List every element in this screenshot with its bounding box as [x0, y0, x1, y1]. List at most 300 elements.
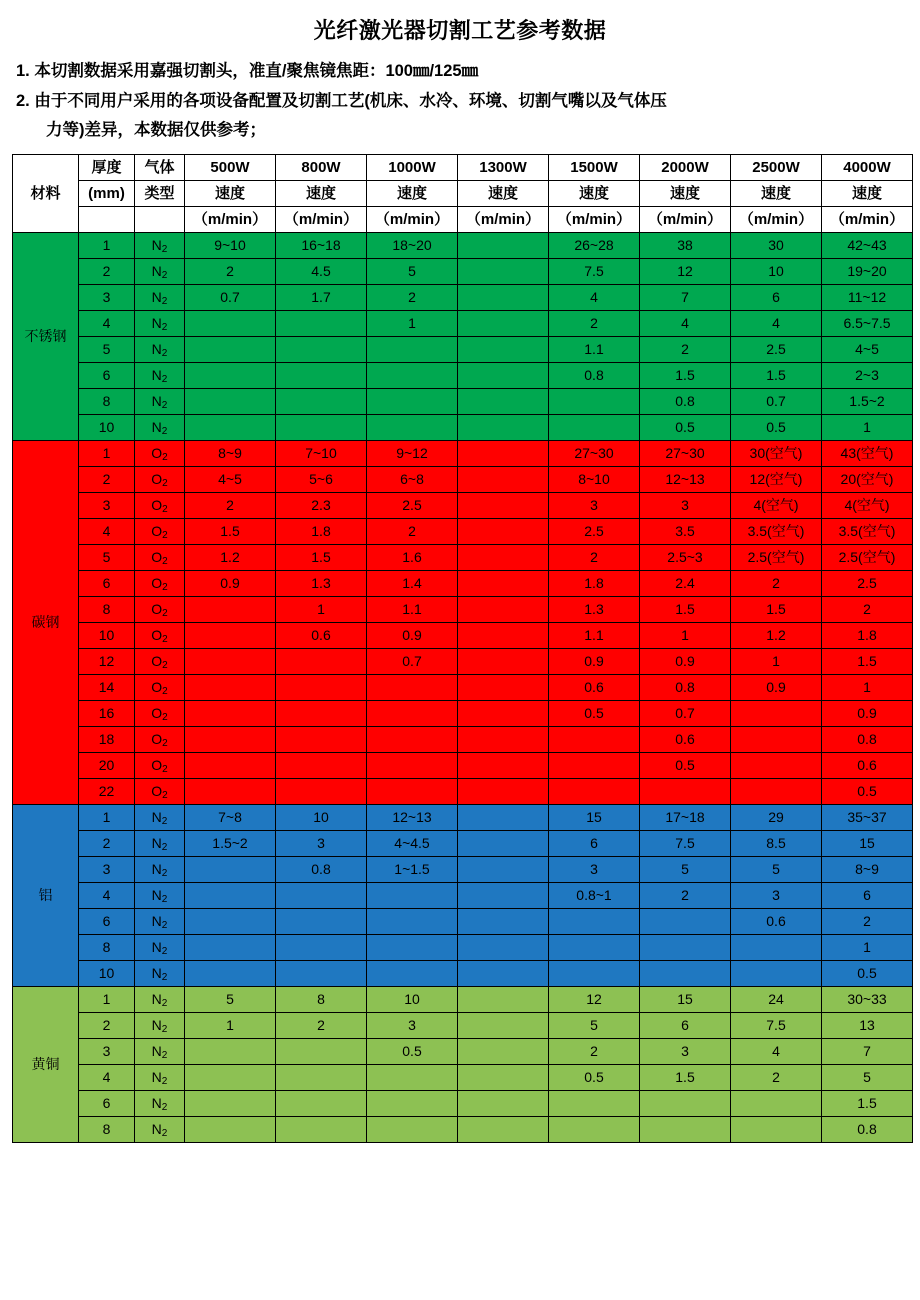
speed-cell — [185, 726, 276, 752]
gas-cell: $O_2$ — [135, 492, 185, 518]
speed-cell: 20(空气) — [822, 466, 913, 492]
table-row — [13, 466, 913, 492]
speed-cell — [549, 778, 640, 804]
speed-cell: 1~1.5 — [367, 856, 458, 882]
table-row — [13, 986, 913, 1012]
thickness-cell: 1 — [79, 986, 135, 1012]
speed-cell: 13 — [822, 1012, 913, 1038]
thickness-cell: 1 — [79, 232, 135, 258]
speed-cell — [276, 336, 367, 362]
speed-cell: 2~3 — [822, 362, 913, 388]
speed-cell — [185, 596, 276, 622]
gas-cell: $N_2$ — [135, 414, 185, 440]
speed-cell: 0.6 — [640, 726, 731, 752]
speed-cell: 3 — [640, 1038, 731, 1064]
speed-cell: 0.6 — [276, 622, 367, 648]
table-row — [13, 544, 913, 570]
gas-cell: $N_2$ — [135, 882, 185, 908]
speed-cell: 0.5 — [640, 414, 731, 440]
speed-cell — [549, 960, 640, 986]
speed-cell — [367, 700, 458, 726]
speed-cell — [185, 622, 276, 648]
thickness-cell: 14 — [79, 674, 135, 700]
speed-cell — [185, 388, 276, 414]
table-row — [13, 492, 913, 518]
speed-cell: 4 — [731, 1038, 822, 1064]
speed-cell: 9~10 — [185, 232, 276, 258]
speed-cell — [731, 934, 822, 960]
speed-cell — [458, 232, 549, 258]
table-row — [13, 752, 913, 778]
thickness-cell: 6 — [79, 362, 135, 388]
speed-cell: 2.5~3 — [640, 544, 731, 570]
speed-cell: 1 — [822, 414, 913, 440]
speed-cell: 2.5(空气) — [731, 544, 822, 570]
table-row — [13, 232, 913, 258]
speed-cell: 3 — [549, 492, 640, 518]
header-thickness-unit: (mm) — [79, 180, 135, 206]
speed-cell — [640, 908, 731, 934]
speed-cell — [367, 414, 458, 440]
speed-cell — [549, 1116, 640, 1142]
speed-cell: 7.5 — [549, 258, 640, 284]
speed-cell — [276, 1090, 367, 1116]
speed-cell — [731, 1090, 822, 1116]
header-gas-type: 类型 — [135, 180, 185, 206]
table-row — [13, 1038, 913, 1064]
speed-cell: 7 — [822, 1038, 913, 1064]
speed-cell: 1.7 — [276, 284, 367, 310]
speed-cell: 2 — [822, 596, 913, 622]
speed-cell — [367, 1064, 458, 1090]
thickness-cell: 4 — [79, 518, 135, 544]
note-1-text: 本切割数据采用嘉强切割头，准直/聚焦镜焦距：100㎜/125㎜ — [34, 62, 479, 80]
speed-cell — [458, 934, 549, 960]
speed-cell: 12~13 — [367, 804, 458, 830]
table-row — [13, 596, 913, 622]
speed-cell: 3 — [367, 1012, 458, 1038]
speed-cell: 12 — [549, 986, 640, 1012]
speed-cell — [458, 804, 549, 830]
speed-cell — [731, 726, 822, 752]
speed-cell: 3.5(空气) — [822, 518, 913, 544]
speed-cell — [731, 700, 822, 726]
thickness-cell: 6 — [79, 1090, 135, 1116]
speed-cell: 15 — [549, 804, 640, 830]
speed-cell — [367, 752, 458, 778]
speed-cell: 2 — [640, 336, 731, 362]
speed-cell: 4(空气) — [822, 492, 913, 518]
speed-cell: 1.2 — [185, 544, 276, 570]
speed-cell — [367, 1116, 458, 1142]
gas-cell: $N_2$ — [135, 336, 185, 362]
gas-cell: $N_2$ — [135, 856, 185, 882]
note-1 — [12, 59, 908, 85]
thickness-cell: 2 — [79, 466, 135, 492]
header-row-unit — [13, 206, 913, 232]
speed-cell: 8~10 — [549, 466, 640, 492]
speed-cell: 2.5(空气) — [822, 544, 913, 570]
table-row — [13, 778, 913, 804]
speed-cell: 2.5 — [822, 570, 913, 596]
speed-cell — [185, 1038, 276, 1064]
speed-cell: 1 — [822, 934, 913, 960]
speed-cell: 0.5 — [822, 960, 913, 986]
speed-cell — [367, 674, 458, 700]
thickness-cell: 4 — [79, 882, 135, 908]
speed-cell — [640, 960, 731, 986]
header-power-500w: 500W — [185, 154, 276, 180]
speed-cell — [458, 700, 549, 726]
table-row — [13, 700, 913, 726]
gas-cell: $N_2$ — [135, 1012, 185, 1038]
speed-cell: 0.8 — [276, 856, 367, 882]
thickness-cell: 6 — [79, 570, 135, 596]
speed-cell: 12(空气) — [731, 466, 822, 492]
speed-cell: 12~13 — [640, 466, 731, 492]
table-row — [13, 570, 913, 596]
speed-cell — [458, 830, 549, 856]
speed-cell — [549, 934, 640, 960]
speed-cell: 6 — [822, 882, 913, 908]
table-row — [13, 388, 913, 414]
speed-cell — [276, 1038, 367, 1064]
speed-cell: 5 — [731, 856, 822, 882]
speed-cell: 2 — [549, 1038, 640, 1064]
speed-cell: 7~10 — [276, 440, 367, 466]
speed-cell — [276, 388, 367, 414]
speed-cell: 1.5 — [276, 544, 367, 570]
speed-cell: 0.5 — [367, 1038, 458, 1064]
thickness-cell: 6 — [79, 908, 135, 934]
speed-cell: 5 — [640, 856, 731, 882]
thickness-cell: 10 — [79, 960, 135, 986]
speed-cell: 4~5 — [822, 336, 913, 362]
speed-cell: 2.3 — [276, 492, 367, 518]
table-row — [13, 856, 913, 882]
speed-cell: 2 — [367, 284, 458, 310]
speed-cell: 19~20 — [822, 258, 913, 284]
speed-cell: 4(空气) — [731, 492, 822, 518]
speed-cell: 2 — [185, 258, 276, 284]
speed-cell: 7.5 — [640, 830, 731, 856]
speed-cell: 35~37 — [822, 804, 913, 830]
speed-cell — [458, 1064, 549, 1090]
speed-cell: 0.8 — [640, 388, 731, 414]
thickness-cell: 3 — [79, 284, 135, 310]
speed-cell — [549, 908, 640, 934]
speed-cell: 27~30 — [549, 440, 640, 466]
speed-cell — [458, 1090, 549, 1116]
header-row-speed — [13, 180, 913, 206]
speed-cell: 1.5 — [731, 362, 822, 388]
thickness-cell: 20 — [79, 752, 135, 778]
speed-cell: 1.5 — [185, 518, 276, 544]
table-row — [13, 1116, 913, 1142]
speed-cell: 16~18 — [276, 232, 367, 258]
speed-cell: 10 — [276, 804, 367, 830]
speed-cell: 3 — [549, 856, 640, 882]
thickness-cell: 2 — [79, 830, 135, 856]
speed-cell: 5 — [549, 1012, 640, 1038]
table-row — [13, 362, 913, 388]
speed-cell: 4~4.5 — [367, 830, 458, 856]
table-row — [13, 908, 913, 934]
gas-cell: $O_2$ — [135, 674, 185, 700]
speed-cell: 8 — [276, 986, 367, 1012]
speed-cell: 0.7 — [185, 284, 276, 310]
speed-cell — [367, 908, 458, 934]
speed-cell: 15 — [640, 986, 731, 1012]
speed-cell: 6.5~7.5 — [822, 310, 913, 336]
gas-cell: $N_2$ — [135, 258, 185, 284]
speed-cell: 8.5 — [731, 830, 822, 856]
header-thickness-blank — [79, 206, 135, 232]
header-unit-2000w: （m/min） — [640, 206, 731, 232]
cutting-parameters-table — [12, 154, 913, 1143]
speed-cell — [640, 934, 731, 960]
thickness-cell: 3 — [79, 1038, 135, 1064]
speed-cell: 2.4 — [640, 570, 731, 596]
speed-cell — [458, 622, 549, 648]
table-row — [13, 804, 913, 830]
speed-cell: 30(空气) — [731, 440, 822, 466]
thickness-cell: 8 — [79, 1116, 135, 1142]
header-unit-500w: （m/min） — [185, 206, 276, 232]
speed-cell: 1 — [185, 1012, 276, 1038]
gas-cell: $N_2$ — [135, 1090, 185, 1116]
speed-cell: 3.5(空气) — [731, 518, 822, 544]
speed-cell: 1.5~2 — [822, 388, 913, 414]
thickness-cell: 12 — [79, 648, 135, 674]
speed-cell: 6 — [549, 830, 640, 856]
speed-cell — [731, 778, 822, 804]
speed-cell: 8~9 — [185, 440, 276, 466]
speed-cell: 0.9 — [367, 622, 458, 648]
speed-cell — [185, 700, 276, 726]
speed-cell: 4.5 — [276, 258, 367, 284]
speed-cell — [458, 882, 549, 908]
table-row — [13, 674, 913, 700]
speed-cell — [185, 1064, 276, 1090]
header-speed-2000w: 速度 — [640, 180, 731, 206]
speed-cell: 1.4 — [367, 570, 458, 596]
header-unit-2500w: （m/min） — [731, 206, 822, 232]
speed-cell — [458, 908, 549, 934]
thickness-cell: 3 — [79, 492, 135, 518]
speed-cell — [640, 778, 731, 804]
speed-cell — [367, 1090, 458, 1116]
speed-cell: 3 — [731, 882, 822, 908]
speed-cell: 2.5 — [367, 492, 458, 518]
speed-cell: 1 — [276, 596, 367, 622]
speed-cell — [276, 960, 367, 986]
table-row — [13, 648, 913, 674]
header-speed-1500w: 速度 — [549, 180, 640, 206]
gas-cell: $N_2$ — [135, 1038, 185, 1064]
speed-cell — [185, 934, 276, 960]
speed-cell: 1.3 — [276, 570, 367, 596]
material-cell: 黄铜 — [13, 986, 79, 1142]
speed-cell: 9~12 — [367, 440, 458, 466]
header-power-2000w: 2000W — [640, 154, 731, 180]
speed-cell — [276, 1116, 367, 1142]
speed-cell: 1.5 — [640, 596, 731, 622]
speed-cell: 0.5 — [731, 414, 822, 440]
header-material: 材料 — [13, 154, 79, 232]
speed-cell — [276, 882, 367, 908]
speed-cell: 4~5 — [185, 466, 276, 492]
speed-cell: 38 — [640, 232, 731, 258]
speed-cell — [185, 414, 276, 440]
header-unit-800w: （m/min） — [276, 206, 367, 232]
speed-cell — [458, 518, 549, 544]
table-row — [13, 830, 913, 856]
table-row — [13, 336, 913, 362]
speed-cell: 3.5 — [640, 518, 731, 544]
table-row — [13, 1090, 913, 1116]
speed-cell — [276, 674, 367, 700]
speed-cell: 5 — [185, 986, 276, 1012]
speed-cell: 7~8 — [185, 804, 276, 830]
speed-cell: 2 — [549, 310, 640, 336]
speed-cell: 26~28 — [549, 232, 640, 258]
speed-cell: 1 — [731, 648, 822, 674]
table-row — [13, 934, 913, 960]
gas-cell: $N_2$ — [135, 830, 185, 856]
gas-cell: $O_2$ — [135, 648, 185, 674]
speed-cell: 0.5 — [640, 752, 731, 778]
speed-cell — [367, 336, 458, 362]
thickness-cell: 5 — [79, 544, 135, 570]
speed-cell — [367, 882, 458, 908]
speed-cell — [276, 934, 367, 960]
speed-cell — [458, 414, 549, 440]
gas-cell: $O_2$ — [135, 570, 185, 596]
note-2-continued-text: 力等)差异，本数据仅供参考； — [46, 121, 266, 140]
speed-cell — [458, 856, 549, 882]
gas-cell: $N_2$ — [135, 232, 185, 258]
speed-cell: 5~6 — [276, 466, 367, 492]
speed-cell: 15 — [822, 830, 913, 856]
speed-cell: 2 — [367, 518, 458, 544]
gas-cell: $O_2$ — [135, 726, 185, 752]
material-cell: 不锈钢 — [13, 232, 79, 440]
speed-cell: 4 — [549, 284, 640, 310]
table-head — [13, 154, 913, 232]
table-row — [13, 284, 913, 310]
thickness-cell: 16 — [79, 700, 135, 726]
speed-cell — [731, 960, 822, 986]
speed-cell — [185, 778, 276, 804]
speed-cell — [185, 1116, 276, 1142]
thickness-cell: 2 — [79, 258, 135, 284]
speed-cell: 8~9 — [822, 856, 913, 882]
note-2-continued — [12, 118, 908, 144]
gas-cell: $O_2$ — [135, 466, 185, 492]
speed-cell: 30 — [731, 232, 822, 258]
speed-cell: 0.8 — [549, 362, 640, 388]
speed-cell: 0.6 — [549, 674, 640, 700]
speed-cell: 2.5 — [731, 336, 822, 362]
speed-cell: 6~8 — [367, 466, 458, 492]
speed-cell — [185, 752, 276, 778]
speed-cell: 24 — [731, 986, 822, 1012]
speed-cell: 4 — [731, 310, 822, 336]
speed-cell: 6 — [640, 1012, 731, 1038]
speed-cell: 0.7 — [640, 700, 731, 726]
speed-cell: 1.6 — [367, 544, 458, 570]
gas-cell: $O_2$ — [135, 518, 185, 544]
header-speed-1300w: 速度 — [458, 180, 549, 206]
speed-cell — [185, 336, 276, 362]
gas-cell: $N_2$ — [135, 804, 185, 830]
speed-cell: 7.5 — [731, 1012, 822, 1038]
speed-cell: 0.9 — [185, 570, 276, 596]
table-row — [13, 960, 913, 986]
speed-cell: 27~30 — [640, 440, 731, 466]
speed-cell — [731, 1116, 822, 1142]
speed-cell: 0.7 — [731, 388, 822, 414]
speed-cell — [276, 700, 367, 726]
table-row — [13, 1064, 913, 1090]
speed-cell: 7 — [640, 284, 731, 310]
speed-cell: 2 — [276, 1012, 367, 1038]
speed-cell: 1.5~2 — [185, 830, 276, 856]
header-speed-4000w: 速度 — [822, 180, 913, 206]
speed-cell: 3 — [276, 830, 367, 856]
speed-cell — [458, 960, 549, 986]
table-row — [13, 258, 913, 284]
speed-cell: 30~33 — [822, 986, 913, 1012]
speed-cell: 0.6 — [822, 752, 913, 778]
speed-cell — [185, 856, 276, 882]
speed-cell — [458, 284, 549, 310]
speed-cell — [458, 648, 549, 674]
gas-cell: $O_2$ — [135, 544, 185, 570]
speed-cell — [458, 544, 549, 570]
gas-cell: $N_2$ — [135, 362, 185, 388]
speed-cell — [276, 778, 367, 804]
speed-cell: 0.9 — [549, 648, 640, 674]
thickness-cell: 2 — [79, 1012, 135, 1038]
speed-cell — [185, 362, 276, 388]
speed-cell — [276, 310, 367, 336]
speed-cell: 0.7 — [367, 648, 458, 674]
header-speed-1000w: 速度 — [367, 180, 458, 206]
speed-cell — [367, 726, 458, 752]
header-power-1300w: 1300W — [458, 154, 549, 180]
note-2 — [12, 89, 908, 115]
speed-cell — [640, 1090, 731, 1116]
note-2-text: 由于不同用户采用的各项设备配置及切割工艺(机床、水冷、环境、切割气嘴以及气体压 — [34, 91, 667, 110]
speed-cell: 5 — [367, 258, 458, 284]
note-1-index: 1. — [16, 62, 30, 80]
thickness-cell: 22 — [79, 778, 135, 804]
speed-cell — [458, 440, 549, 466]
speed-cell — [276, 752, 367, 778]
header-power-1000w: 1000W — [367, 154, 458, 180]
speed-cell — [367, 960, 458, 986]
speed-cell — [458, 492, 549, 518]
speed-cell: 1.1 — [367, 596, 458, 622]
speed-cell — [549, 414, 640, 440]
table-row — [13, 882, 913, 908]
speed-cell: 2 — [185, 492, 276, 518]
speed-cell: 0.9 — [822, 700, 913, 726]
speed-cell — [458, 336, 549, 362]
speed-cell: 2 — [549, 544, 640, 570]
